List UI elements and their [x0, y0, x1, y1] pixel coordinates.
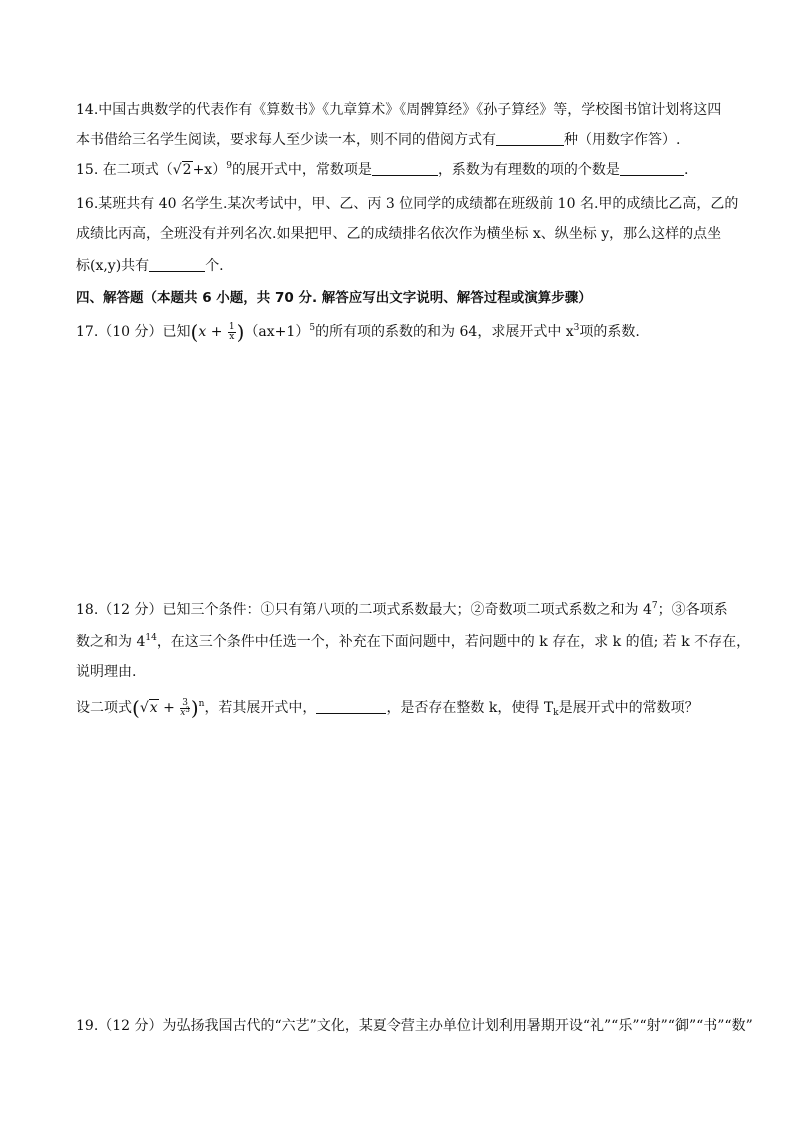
q18-line4: 设二项式(√x + $\frac{3}{x^3}$ )$^n$，若其展开式中， ，是否存在整数 k，使得 $T_k$是展开式中的常数项？ — [76, 696, 699, 720]
q17-fraction: $\frac{1}{x}$ — [228, 321, 235, 342]
q16-line3: 标(x,y)共有 个. — [76, 258, 224, 274]
q15-prefix: 15. 在二项式（ — [76, 162, 173, 178]
sqrt-two: √2 — [172, 162, 192, 178]
q18-fraction: $\frac{3}{x^3}$ — [180, 697, 190, 718]
q15-power: 9 — [226, 161, 232, 171]
q18-condition-blank[interactable] — [316, 699, 386, 714]
q15-line: 15. 在二项式$(√2+x)^9$的展开式中，常数项是 ，系数为有理数的项的个数是 . — [76, 161, 689, 178]
q18-line3: 说明理由. — [76, 664, 137, 680]
q15-constant-term-blank[interactable] — [372, 161, 438, 176]
q14-line1 — [76, 100, 724, 120]
q19-line1: 19.（12 分）为弘扬我国古代的“六艺”文化，某夏令营主办单位计划利用暑期开设“礼”“乐”“射”“御”“书”“数” — [76, 1018, 753, 1034]
q14-line2 — [76, 130, 724, 150]
q14-text-3: 种（用数字作答）. — [564, 132, 681, 148]
q18-line1: 18.（12 分）已知三个条件：①只有第八项的二项式系数最大；②奇数项二项式系数之和为 $4^7$；③各项系 — [76, 601, 728, 618]
q16-line2: 成绩比丙高，全班没有并列名次.如果把甲、乙的成绩排名依次作为横坐标 x、纵坐标 y，那么这样的点坐 — [76, 226, 722, 242]
q17-line: 17.（10 分）已知(x + $\frac{1}{x}$ )$(ax+1)^5$的所有项的系数的和为 64，求展开式中 $x^3$项的系数. — [76, 320, 640, 344]
q14-text-2: 本书借给三名学生阅读，要求每人至少读一本，则不同的借阅方式有 — [76, 132, 496, 148]
q15-rational-count-blank[interactable] — [620, 161, 684, 176]
q16-answer-blank[interactable] — [149, 257, 205, 272]
sqrt-x: √x — [139, 700, 158, 716]
q16-line1: 16.某班共有 40 名学生.某次考试中，甲、乙、丙 3 位同学的成绩都在班级前 10 名.甲的成绩比乙高，乙的 — [76, 196, 739, 212]
section-heading: 四、解答题（本题共 6 小题，共 70 分. 解答应写出文字说明、解答过程或演算步骤） — [76, 290, 592, 306]
q18-line2: 数之和为 $4^{14}$，在这三个条件中任选一个，补充在下面问题中，若问题中的 k 存在，求 k 的值; 若 k 不存在， — [76, 633, 751, 650]
q14-answer-blank[interactable] — [496, 131, 564, 146]
q14-text-1: 14.中国古典数学的代表作有《算数书》《九章算术》《周髀算经》《孙子算经》等，学校图书馆计划将这四 — [76, 102, 722, 118]
